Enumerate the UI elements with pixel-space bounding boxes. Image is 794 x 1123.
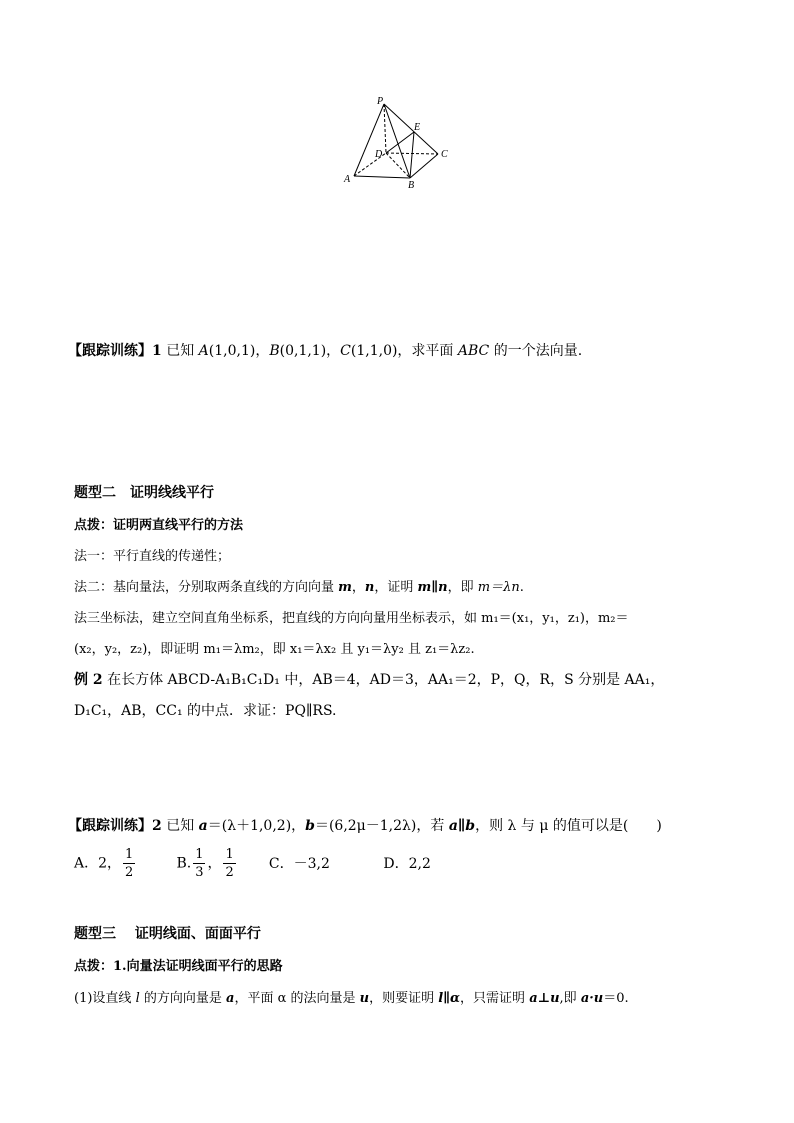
edge-BC <box>410 154 438 178</box>
edge-PA <box>354 104 384 176</box>
option-d[interactable]: D．2,2 <box>383 855 431 872</box>
type2-heading: 题型二 证明线线平行 <box>74 485 214 501</box>
type3-heading: 题型三 证明线面、面面平行 <box>74 926 261 942</box>
label-B: B <box>408 180 415 191</box>
follow2-tag: 【跟踪训练】2 <box>68 818 162 834</box>
label-D: D <box>375 149 383 160</box>
type2-method3-line1: 法三坐标法，建立空间直角坐标系，把直线的方向向量用坐标表示，如 m₁＝(x₁，y₁，z₁)，m₂＝ <box>74 611 629 626</box>
label-E: E <box>414 122 421 133</box>
edge-PB <box>384 104 410 178</box>
option-c[interactable]: C．－3,2 <box>268 855 330 872</box>
edge-AB <box>354 176 410 178</box>
type2-tip: 点拨：证明两直线平行的方法 <box>74 518 244 533</box>
label-P: P <box>377 96 384 107</box>
type2-method3-line2: (x₂，y₂，z₂)，即证明 m₁＝λm₂，即 x₁＝λx₂ 且 y₁＝λy₂ 且 z₁＝λz₂. <box>74 642 475 657</box>
option-b[interactable]: B. $\frac{1}{3}$ ， $\frac{1}{2}$ <box>176 847 234 880</box>
label-C: C <box>441 149 448 160</box>
type3-tip: 点拨：1.向量法证明线面平行的思路 <box>74 959 283 974</box>
edge-DB <box>386 153 410 178</box>
follow1-paragraph: 【跟踪训练】1 已知 A(1,0,1)，B(0,1,1)，C(1,1,0)，求平面 ABC 的一个法向量. <box>68 343 583 359</box>
example2-tag: 例 2 <box>74 672 103 688</box>
type2-method1: 法一：平行直线的传递性； <box>74 549 231 564</box>
follow2-paragraph: 【跟踪训练】2 已知 a＝(λ＋1,0,2)，b＝(6,2μ－1,2λ)，若 a∥b，则 λ 与 μ 的值可以是( ) <box>68 818 662 834</box>
example2-line1: 例 2 在长方体 ABCD-A₁B₁C₁D₁ 中，AB＝4，AD＝3，AA₁＝2，P，Q，R，S 分别是 AA₁， <box>74 672 665 688</box>
edge-BE <box>410 132 414 178</box>
label-A: A <box>344 174 351 185</box>
type2-method2: 法二：基向量法，分别取两条直线的方向向量 m，n，证明 m∥n，即 m＝λn. <box>74 580 524 595</box>
example2-line2: D₁C₁，AB，CC₁ 的中点．求证：PQ∥RS. <box>74 703 337 719</box>
edge-PC <box>384 104 438 154</box>
edge-PD <box>384 104 386 153</box>
pyramid-figure <box>338 96 468 196</box>
follow2-options <box>74 846 431 881</box>
follow1-tag: 【跟踪训练】1 <box>68 343 162 359</box>
type3-line: (1)设直线 l 的方向向量是 a，平面 α 的法向量是 u，则要证明 l∥α，只需证明 a⊥u,即 a·u＝0. <box>74 991 629 1006</box>
option-a[interactable]: A．2， $\frac{1}{2}$ <box>74 847 134 880</box>
edge-DC <box>386 153 438 154</box>
